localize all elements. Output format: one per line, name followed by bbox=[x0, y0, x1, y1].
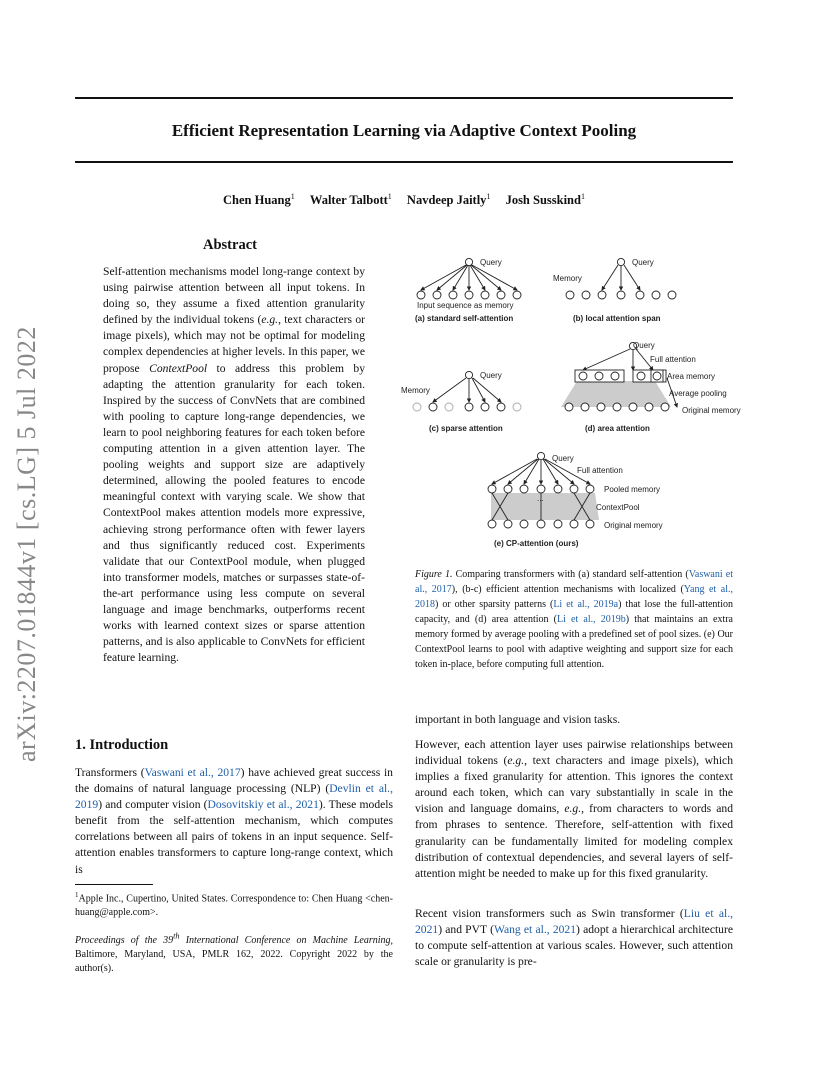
citation-link[interactable]: Vaswani et al., 2017 bbox=[144, 766, 241, 779]
subcaption-d: (d) area attention bbox=[585, 424, 650, 433]
label-original-memory: Original memory bbox=[682, 406, 741, 415]
author-list bbox=[75, 192, 733, 208]
citation-link[interactable]: Vaswani et al., 2017 bbox=[415, 569, 733, 595]
top-rule bbox=[75, 97, 733, 99]
label-pooled-memory: Pooled memory bbox=[604, 485, 661, 494]
label-contextpool: ContextPool bbox=[596, 503, 640, 512]
title-rule bbox=[75, 161, 733, 163]
paragraph: However, each attention layer uses pairwise relationships between individual tokens (e.g., text characters and image pixels), which implies a fixed granularity for attention. This ignores the context around each token, which can vary substantially in scale in the vision and language domains, e.g., from characters to words and from phrases to sentence. Therefore, self-attention with fixed granularity can be fundamentally limited for modeling complex distribution of contextual dependencies, and several layers of self-attention might be needed to make up for this fixed granularity. bbox=[415, 738, 733, 880]
footnote: $^1$Apple Inc., Cupertino, United States. Correspondence to: Chen Huang <chen-huang@apple.com>. bbox=[75, 891, 393, 919]
figure-caption: Figure 1. Comparing transformers with (a) standard self-attention (Vaswani et al., 2017), (b-c) efficient attention mechanisms with localized (Yang et al., 2018) or other sparsity patterns (Li et al., 2019a) that lose the full-attention capacity, and (d) area attention (Li et al., 2019b) that maintains an extra memory formed by average pooling with a predefined set of pool sizes. (e) Our ContextPool learns to pool with adaptive weighting and support size for each token in-place, before computing full attention. bbox=[415, 569, 734, 670]
panel-b bbox=[566, 258, 676, 299]
label-query: Query bbox=[480, 258, 502, 267]
label-original-memory: Original memory bbox=[604, 521, 663, 530]
subcaption-e: (e) CP-attention (ours) bbox=[494, 539, 579, 548]
paragraph: important in both language and vision tasks. bbox=[415, 713, 621, 726]
label-query: Query bbox=[632, 258, 654, 267]
citation-link[interactable]: Devlin et al., 2019 bbox=[75, 782, 393, 812]
paragraph: Recent vision transformers such as Swin transformer (Liu et al., 2021) and PVT (Wang et al., 2021) adopt a hierarchical architecture to compute self-attention at various scales. However, such attention scale or granularity is pre- bbox=[415, 907, 733, 969]
subcaption-a: (a) standard self-attention bbox=[415, 314, 514, 323]
author: Navdeep Jaitly$^1$ bbox=[406, 192, 491, 208]
label-input-sequence: Input sequence as memory bbox=[417, 301, 514, 310]
citation-link[interactable]: Liu et al., 2021 bbox=[415, 907, 733, 937]
author: Josh Susskind$^1$ bbox=[505, 192, 585, 208]
figure-1 bbox=[395, 250, 755, 555]
citation-link[interactable]: Li et al., 2019a bbox=[553, 599, 619, 610]
label-ellipsis: ... bbox=[537, 494, 544, 503]
abstract-text: Self-attention mechanisms model long-range context by using pairwise attention between all input tokens. In doing so, they assume a fixed attention granularity defined by the individual tokens (e.g., text characters or image pixels), which may not be optimal for modeling complex dependencies at higher levels. In this paper, we propose ContextPool to address this problem by adapting the attention granularity for each token. Inspired by the success of ConvNets that are combined with pooling to capture long-range dependencies, we learn to pool neighboring features for each token before computing attention in a given attention layer. The pooling weights and support size are adaptively determined, allowing the pooled features to encode meaningful context with varying scale. We show that ContextPool makes attention models more expressive, achieving strong performance often with fewer layers and thus significantly reduced cost. Experiments validate that our ContextPool module, when plugged into transformer models, matches or surpasses state-of-the-art performance using less compute on several language and image benchmarks, outperforms recent works with learned context sizes or sparse attention patterns, and is also applicable to ConvNets for efficient feature learning. bbox=[103, 265, 366, 665]
abstract-heading: Abstract bbox=[203, 237, 257, 253]
proceedings-note: Proceedings of the 39th International Conference on Machine Learning, Baltimore, Maryland, USA, PMLR 162, 2022. Copyright 2022 by the author(s). bbox=[75, 932, 393, 975]
panel-e bbox=[488, 452, 599, 528]
footnote-rule bbox=[75, 884, 153, 885]
citation-link[interactable]: Wang et al., 2021 bbox=[493, 923, 577, 937]
author: Chen Huang$^1$ bbox=[223, 192, 295, 208]
section-heading: 1. Introduction bbox=[75, 737, 169, 753]
subcaption-b: (b) local attention span bbox=[573, 314, 661, 323]
panel-a bbox=[417, 258, 521, 299]
citation-link[interactable]: Dosovitskiy et al., 2021 bbox=[207, 798, 319, 812]
label-full-attention: Full attention bbox=[577, 466, 623, 475]
label-memory: Memory bbox=[553, 274, 582, 283]
citation-link[interactable]: Li et al., 2019b bbox=[556, 614, 626, 625]
label-query: Query bbox=[552, 454, 574, 463]
label-memory: Memory bbox=[401, 386, 430, 395]
label-full-attention: Full attention bbox=[650, 355, 696, 364]
author: Walter Talbott$^1$ bbox=[309, 192, 392, 208]
label-area-memory: Area memory bbox=[667, 372, 716, 381]
label-average-pooling: Average pooling bbox=[669, 389, 727, 398]
paper-title: Efficient Representation Learning via Adaptive Context Pooling bbox=[171, 121, 637, 140]
label-query: Query bbox=[633, 341, 655, 350]
intro-paragraph: Transformers (Vaswani et al., 2017) have achieved great success in the domains of natural language processing (NLP) (Devlin et al., 2019) and computer vision (Dosovitskiy et al., 2021). These models benefit from the self-attention mechanism, which computes correlations between all pairs of tokens in an input sequence. Self-attention enables transformers to capture long-range context, which is bbox=[75, 766, 393, 876]
citation-link[interactable]: Yang et al., 2018 bbox=[415, 584, 734, 610]
panel-d bbox=[561, 342, 677, 411]
label-query: Query bbox=[480, 371, 502, 380]
subcaption-c: (c) sparse attention bbox=[429, 424, 503, 433]
arxiv-stamp: arXiv:2207.01844v1 [cs.LG] 5 Jul 2022 bbox=[12, 326, 41, 762]
